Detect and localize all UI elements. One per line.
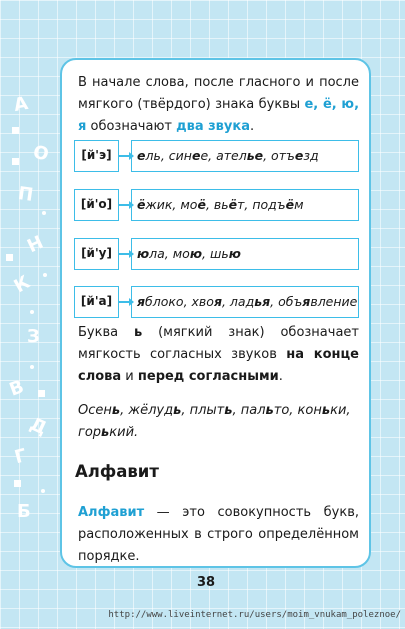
sidebar-square [12, 127, 19, 134]
word-fragment: блоко, хво [145, 294, 214, 309]
example-words-box [131, 140, 359, 172]
sidebar-dot [30, 310, 34, 314]
word-fragment: е, ател [200, 148, 247, 163]
highlighted-letter: ю [137, 246, 150, 261]
highlighted-letter: ё [285, 197, 295, 212]
sound-tag: [й'у] [74, 238, 119, 270]
sidebar-letter: О [30, 141, 51, 166]
section-heading: Алфавит [75, 462, 159, 481]
word-fragment: кий. [109, 425, 139, 440]
alphabet-term: Алфавит [78, 505, 145, 520]
word-fragment: вление [310, 294, 358, 309]
sidebar-dot [42, 211, 46, 215]
sidebar-letter: Б [17, 501, 31, 522]
sound-tag: [й'о] [74, 189, 119, 221]
word-fragment: жик, мо [145, 197, 198, 212]
sidebar-letter: З [27, 326, 40, 347]
word-fragment: м [294, 197, 304, 212]
sound-row [74, 238, 359, 270]
word-fragment: ки, гор [78, 403, 351, 440]
word-fragment: , объ [270, 294, 303, 309]
word-fragment: , отъ [263, 148, 295, 163]
sidebar-square [38, 390, 45, 397]
sidebar-letter: Д [26, 413, 50, 440]
highlighted-letter: ь [101, 425, 110, 440]
sound-tag: [й'а] [74, 286, 119, 318]
sound-row [74, 140, 359, 172]
word-fragment: , шь [202, 246, 229, 261]
letters-highlight: е, ё, ю, я [78, 97, 360, 134]
highlighted-letter: е [294, 148, 304, 163]
word-fragment: ль, син [145, 148, 192, 163]
highlighted-letter: ь [265, 403, 274, 418]
soft-sign-letter: ь [133, 325, 143, 340]
highlighted-letter: я [213, 294, 222, 309]
sound-tag: [й'э] [74, 140, 119, 172]
word-fragment: то, кон [273, 403, 322, 418]
word-fragment: зд [303, 148, 319, 163]
example-words-box [131, 286, 359, 318]
word-fragment: ла, мо [149, 246, 190, 261]
sound-row [74, 189, 359, 221]
alphabet-definition [78, 502, 359, 568]
example-words-box [131, 189, 359, 221]
sidebar-letter: В [6, 376, 27, 401]
highlighted-letter: я [302, 294, 311, 309]
sidebar-dot [30, 365, 34, 369]
intro-text: В начале слова, после гласного и после мягкого (твёрдого) знака буквы [78, 75, 359, 112]
highlighted-letter: ь [173, 403, 182, 418]
sidebar-square [12, 158, 19, 165]
sidebar-letter: П [16, 183, 35, 206]
soft-sign-text: Буква [78, 325, 134, 340]
sound-row [74, 286, 359, 318]
word-fragment: , вь [205, 197, 229, 212]
highlighted-letter: е [137, 148, 146, 163]
word-fragment: , лад [221, 294, 255, 309]
arrow-icon [119, 204, 131, 206]
highlighted-letter: ь [224, 403, 233, 418]
intro-paragraph [78, 72, 359, 138]
word-fragment: , пал [232, 403, 266, 418]
sidebar-dot [41, 489, 45, 493]
sidebar-letter: Г [12, 444, 29, 469]
highlighted-letter: ь [321, 403, 331, 418]
soft-sign-bold: перед согласными [137, 369, 279, 384]
highlighted-letter: ю [228, 246, 241, 261]
page-number: 38 [196, 575, 216, 590]
source-url: http://www.liveinternet.ru/users/moim_vnukam_poleznoe/ [108, 610, 401, 620]
soft-sign-text: . [278, 369, 283, 384]
word-fragment: , плыт [181, 403, 225, 418]
arrow-icon [119, 155, 131, 157]
soft-sign-examples [78, 400, 359, 444]
highlighted-letter: я [137, 294, 146, 309]
word-fragment: Осен [78, 403, 112, 418]
sidebar-square [14, 480, 21, 487]
sidebar-letter: К [10, 271, 34, 298]
sidebar-decoration [0, 0, 60, 629]
word-fragment: т, подъ [237, 197, 286, 212]
highlighted-letter: ье [246, 148, 264, 163]
intro-text: обозначают [86, 119, 177, 134]
word-fragment: , жёлуд [120, 403, 174, 418]
alphabet-definition-text: — это совокупность букв, расположенных в строго определённом порядке. [78, 505, 359, 564]
highlighted-letter: ё [228, 197, 238, 212]
arrow-icon [119, 301, 131, 303]
two-sounds-highlight: два звука [176, 119, 250, 134]
highlighted-letter: ё [197, 197, 206, 212]
highlighted-letter: ь [111, 403, 121, 418]
arrow-icon [119, 253, 131, 255]
content-card [60, 58, 371, 568]
highlighted-letter: ья [254, 294, 271, 309]
sidebar-square [6, 254, 13, 261]
example-words-box [131, 238, 359, 270]
soft-sign-bold: на конце слова [78, 347, 359, 384]
soft-sign-text: и [121, 369, 138, 384]
sidebar-letter: Н [24, 231, 47, 258]
sidebar-dot [43, 273, 47, 277]
highlighted-letter: е [191, 148, 201, 163]
soft-sign-paragraph [78, 322, 359, 388]
sidebar-letter: А [12, 92, 30, 117]
soft-sign-text: (мягкий знак) обозначает мягкость согласных звуков [78, 325, 359, 362]
highlighted-letter: ё [137, 197, 146, 212]
intro-text: . [249, 119, 255, 134]
highlighted-letter: ю [189, 246, 202, 261]
